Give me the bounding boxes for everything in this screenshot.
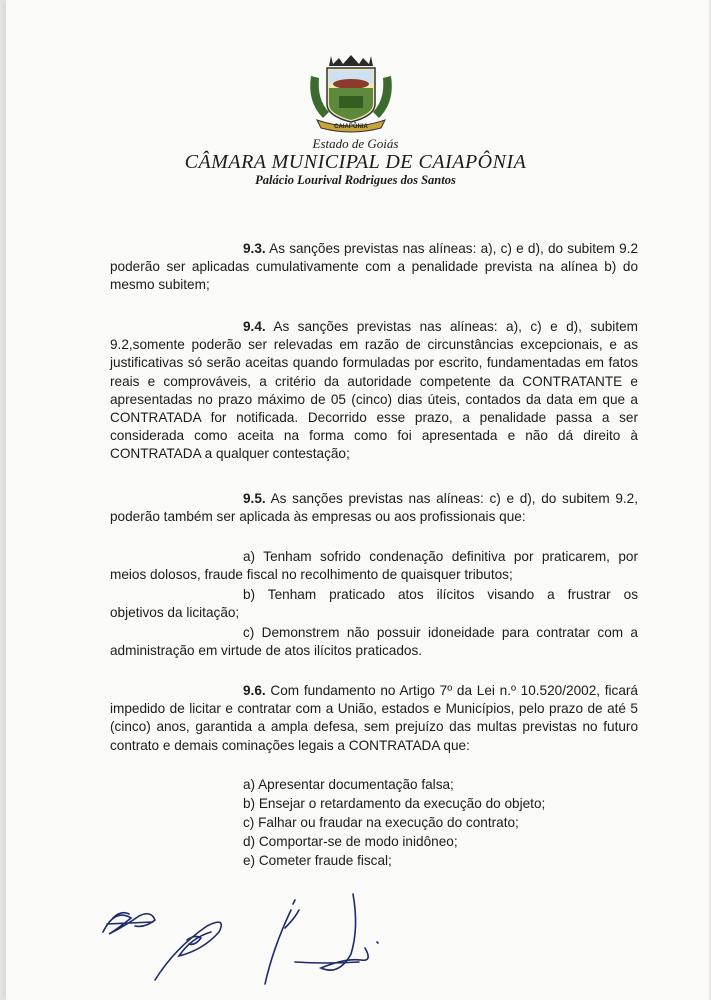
- clause-9-5: [110, 490, 638, 526]
- list-item: b) Ensejar o retardamento da execução do objeto;: [243, 796, 546, 811]
- list-item: c) Demonstrem não possuir idoneidade para contratar com a: [243, 625, 638, 640]
- palace-subtitle: Palácio Lourival Rodrigues dos Santos: [255, 173, 456, 187]
- chamber-title: CÂMARA MUNICIPAL DE CAIAPÔNIA: [184, 151, 527, 173]
- list-item: c) Falhar ou fraudar na execução do contrato;: [243, 815, 519, 830]
- list-item-continuation: administração em virtude de atos ilícitos praticados.: [110, 643, 423, 658]
- list-item: b) Tenham praticado atos ilícitos visando a frustrar os: [243, 587, 638, 602]
- list-item: a) Tenham sofrido condenação definitiva por praticarem, por: [243, 549, 638, 564]
- list-item-continuation: objetivos da licitação;: [110, 605, 240, 620]
- clause-text: As sanções previstas nas alíneas: a), c) e d), subitem 9.2,somente poderão ser relevadas em razão de circunstâncias excepcionais, e as justificativas só serão aceitas quando formuladas por escrito, fundamentadas em fatos reais e comprováveis, a critério da autoridade competente da CONTRATANTE e apresentadas no prazo máximo de 05 (cinco) dias úteis, contados da data em que a CONTRATADA for notificada. Decorrido esse prazo, a penalidade passa a ser considerada como aceita na forma como foi apresentada e não dá direito à CONTRATADA a qualquer contestação;: [110, 319, 638, 462]
- clause-text: Com fundamento no Artigo 7º da Lei n.º 10.520/2002, ficará impedido de licitar e contratar com a União, estados e Municípios, pelo prazo de até 5 (cinco) anos, garantida a ampla defesa, sem prejuízo das multas previstas no futuro contrato e demais cominações legais a CONTRATADA que:: [110, 683, 638, 753]
- list-item-continuation: meios dolosos, fraude fiscal no recolhimento de quaisquer tributos;: [110, 567, 513, 582]
- handwritten-signatures: [95, 888, 395, 988]
- clause-number: 9.5.: [243, 491, 266, 506]
- list-item: d) Comportar-se de modo inidôneo;: [243, 834, 458, 849]
- list-item: e) Cometer fraude fiscal;: [243, 853, 392, 868]
- municipal-crest-logo: [303, 52, 399, 134]
- list-item: a) Apresentar documentação falsa;: [243, 777, 454, 792]
- clause-number: 9.6.: [243, 683, 266, 698]
- state-heading: Estado de Goiás: [312, 136, 399, 151]
- clause-text: As sanções previstas nas alíneas: c) e d), do subitem 9.2, poderão também ser aplicada às empresas ou aos profissionais que:: [110, 491, 638, 525]
- clause-9-6: [110, 682, 638, 755]
- clause-9-3: [110, 240, 638, 295]
- clause-number: 9.3.: [243, 241, 266, 256]
- clause-number: 9.4.: [243, 319, 266, 334]
- svg-text:CAIAPÔNIA: CAIAPÔNIA: [334, 124, 368, 130]
- clause-9-4: [110, 318, 638, 464]
- clause-text: As sanções previstas nas alíneas: a), c) e d), do subitem 9.2 poderão ser aplicadas cumulativamente com a penalidade prevista na alínea b) do mesmo subitem;: [110, 241, 638, 293]
